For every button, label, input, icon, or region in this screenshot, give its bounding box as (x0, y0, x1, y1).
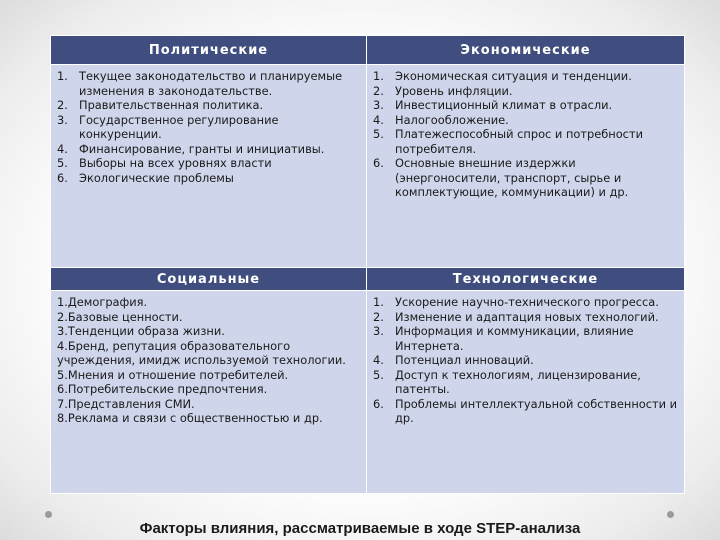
step-analysis-table (50, 35, 685, 494)
header-technological: Технологические (367, 268, 685, 291)
list-item: 8.Реклама и связи с общественностью и др. (57, 411, 323, 425)
header-economic: Экономические (367, 36, 685, 65)
list-item: 5. Платежеспособный спрос и потребности потребителя. (373, 127, 643, 156)
social-factors-cell (51, 291, 367, 494)
list-item: 4. Финансирование, гранты и инициативы. (57, 141, 325, 156)
list-item: 1.Демография. (57, 295, 148, 309)
header-political: Политические (51, 36, 367, 65)
decorative-dot-right (667, 511, 674, 518)
header-social: Социальные (51, 268, 367, 291)
economic-factors-cell (367, 65, 685, 268)
list-item: 3. Инвестиционный климат в отрасли. (373, 98, 613, 112)
list-item: 1. Текущее законодательство и планируемые изменения в законодательстве. (57, 69, 343, 98)
list-item: 6. Проблемы интеллектуальной собственности и др. (373, 396, 678, 425)
list-item: 2. Изменение и адаптация новых технологий. (373, 309, 659, 324)
economic-list (373, 69, 678, 200)
list-item: 2. Уровень инфляции. (373, 83, 513, 98)
social-list (57, 295, 360, 426)
list-item: 5. Выборы на всех уровнях власти (57, 156, 272, 170)
list-item: 6.Потребительские предпочтения. (57, 382, 268, 396)
list-item: 7.Представления СМИ. (57, 396, 195, 411)
list-item: 5.Мнения и отношение потребителей. (57, 367, 289, 382)
list-item: 1. Экономическая ситуация и тенденции. (373, 69, 632, 83)
list-item: 6. Экологические проблемы (57, 170, 234, 185)
list-item: 2. Правительственная политика. (57, 98, 264, 112)
list-item: 5. Доступ к технологиям, лицензирование, патенты. (373, 367, 641, 396)
list-item: 3. Государственное регулирование конкуренции. (57, 112, 279, 141)
list-item: 1. Ускорение научно-технического прогресса. (373, 295, 659, 309)
list-item: 3. Информация и коммуникации, влияние Интернета. (373, 324, 634, 353)
list-item: 2.Базовые ценности. (57, 309, 183, 324)
political-list (57, 69, 360, 185)
list-item: 4.Бренд, репутация образовательного учреждения, имидж используемой технологии. (57, 338, 346, 367)
list-item: 3.Тенденции образа жизни. (57, 324, 225, 338)
list-item: 6. Основные внешние издержки (энергоносители, транспорт, сырье и комплектующие, коммуникации) и др. (373, 156, 629, 199)
political-factors-cell (51, 65, 367, 268)
technological-factors-cell (367, 291, 685, 494)
list-item: 4. Потенциал инноваций. (373, 353, 534, 367)
decorative-dot-left (45, 511, 52, 518)
slide-caption: Факторы влияния, рассматриваемые в ходе STEP-анализа (139, 520, 581, 537)
technological-list (373, 295, 678, 426)
list-item: 4. Налогообложение. (373, 112, 509, 127)
